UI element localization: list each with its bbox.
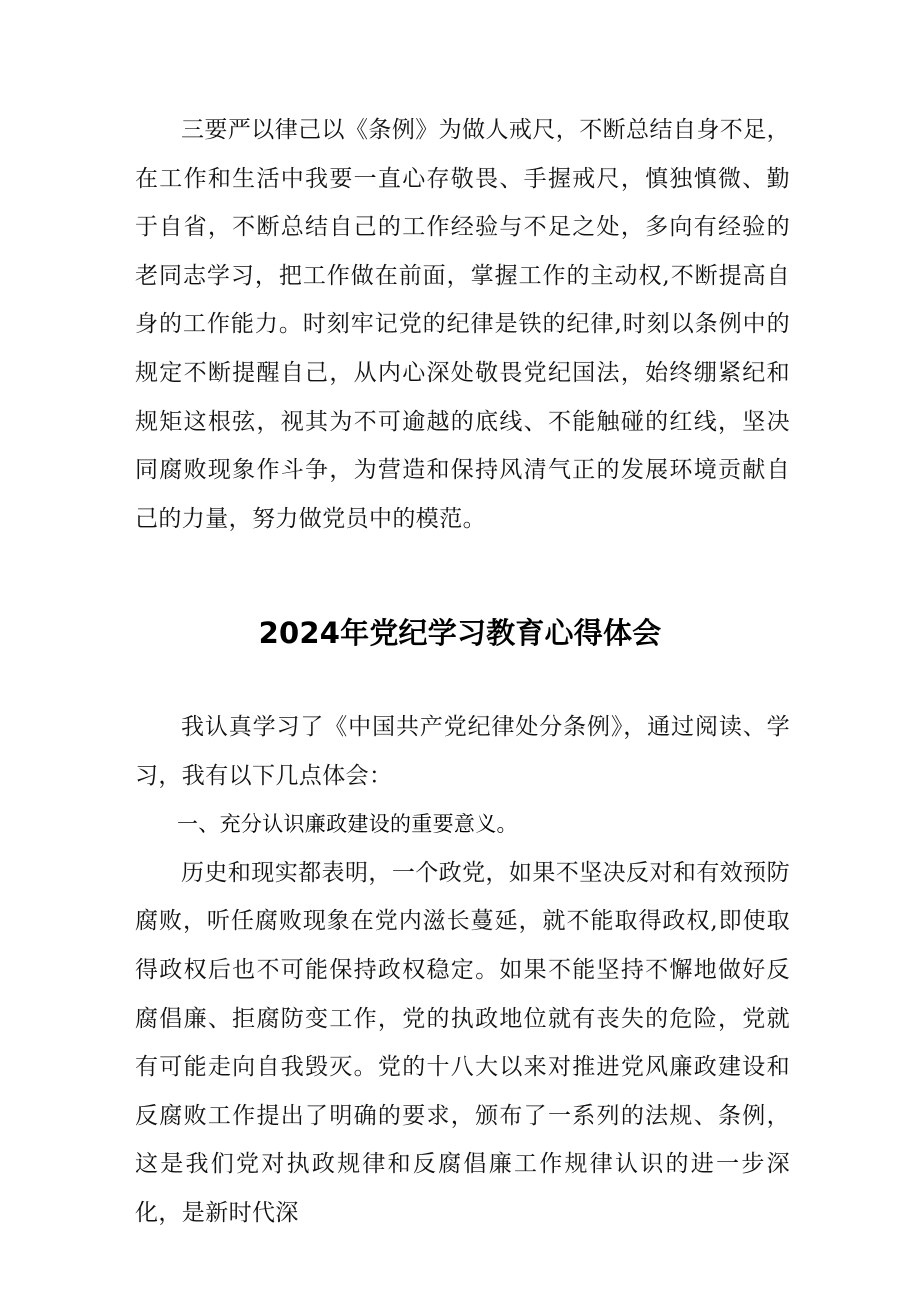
top-section — [135, 106, 790, 543]
article-body — [135, 703, 790, 1238]
intro-paragraph: 我认真学习了《中国共产党纪律处分条例》，通过阅读、学习，我有以下几点体会： — [135, 714, 790, 789]
article-title: 2024年党纪学习教育心得体会 — [258, 616, 662, 650]
section-1-paragraph: 历史和现实都表明，一个政党，如果不坚决反对和有效预防腐败，听任腐败现象在党内滋长蔓延，就不能取得政权,即使取得政权后也不可能保持政权稳定。如果不能坚持不懈地做好反腐倡廉、拒腐防变工作，党的执政地位就有丧失的危险，党就有可能走向自我毁灭。党的十八大以来对推进党风廉政建设和反腐败工作提出了明确的要求，颁布了一系列的法规、条例，这是我们党对执政规律和反腐倡廉工作规律认识的进一步深化，是新时代深 — [135, 859, 790, 1226]
paragraph-strict-self-discipline: 三要严以律己以《条例》为做人戒尺，不断总结自身不足，在工作和生活中我要一直心存敬畏、手握戒尺，慎独慎微、勤于自省，不断总结自己的工作经验与不足之处，多向有经验的老同志学习，把工作做在前面，掌握工作的主动权,不断提高自身的工作能力。时刻牢记党的纪律是铁的纪律,时刻以条例中的规定不断提醒自己，从内心深处敬畏党纪国法，始终绷紧纪和规矩这根弦，视其为不可逾越的底线、不能触碰的红线，坚决同腐败现象作斗争，为营造和保持风清气正的发展环境贡献自己的力量，努力做党员中的模范。 — [135, 117, 790, 532]
section-heading-1: 一、充分认识廉政建设的重要意义。 — [177, 812, 518, 837]
